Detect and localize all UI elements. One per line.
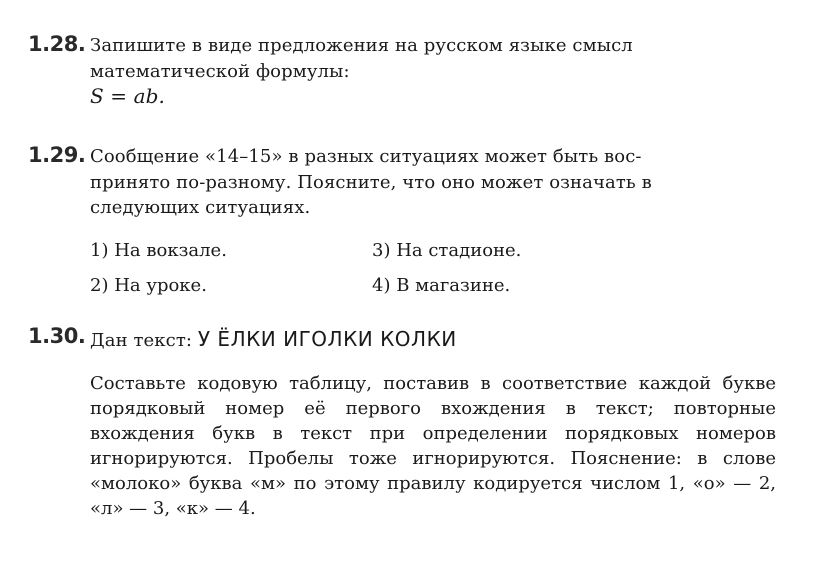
problem-intro: Дан текст:	[90, 330, 193, 351]
problem-number: 1.30.	[28, 324, 86, 348]
option-item: 3) На стадионе.	[372, 240, 522, 261]
code-phrase: У ЁЛКИ ИГОЛКИ КОЛКИ	[197, 327, 457, 351]
option-item: 2) На уроке.	[90, 275, 207, 296]
problem-text-line: Запишите в виде предложения на русском языке смысл	[90, 35, 633, 56]
option-item: 1) На вокзале.	[90, 240, 227, 261]
problem-text-line: принято по-разному. Поясните, что оно может означать в	[90, 172, 652, 193]
problem-paragraph: Составьте кодовую таблицу, поставив в соответствие каждой букве порядковый номер её первого вхождения в текст; повторные вхождения букв в текст при определении порядковых номеров игнорируются. Пробелы тоже игнорируются. Пояснение: в слове «молоко» буква «м» по этому правилу кодируется числом 1, «о» — 2, «л» — 3, «к» — 4.	[90, 373, 776, 519]
problem-heading	[90, 327, 457, 351]
problem-text-line: следующих ситуациях.	[90, 197, 311, 218]
problem-text-line: математической формулы:	[90, 61, 350, 82]
problem-text-line: Сообщение «14–15» в разных ситуациях может быть вос-	[90, 146, 642, 167]
option-item: 4) В магазине.	[372, 275, 511, 296]
problem-number: 1.28.	[28, 32, 86, 56]
problem-number: 1.29.	[28, 143, 86, 167]
math-formula: S = ab.	[90, 84, 165, 108]
